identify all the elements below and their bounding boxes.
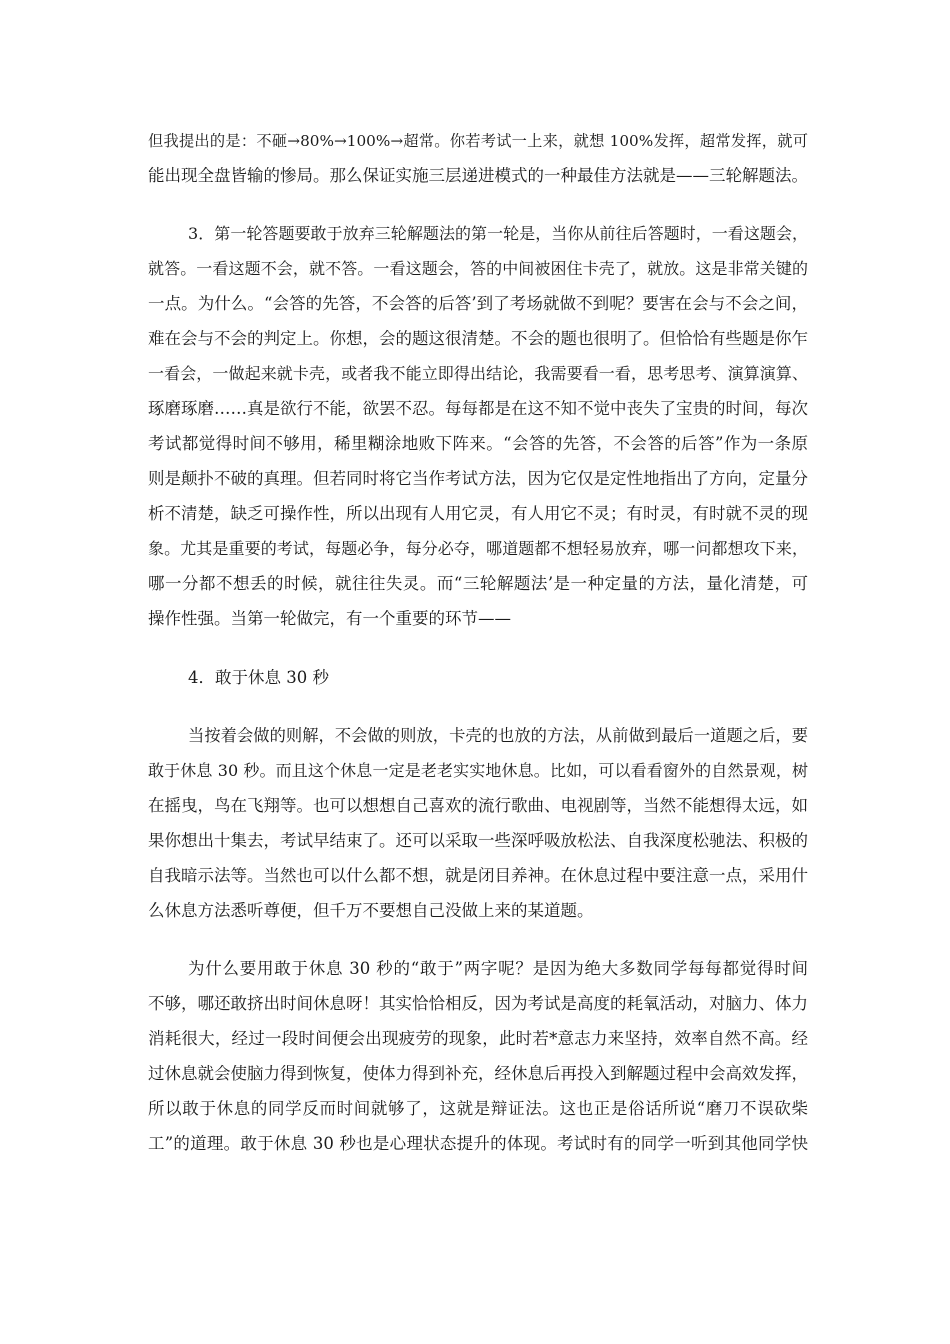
text-line: 难在会与不会的判定上。你想，会的题这很清楚。不会的题也很明了。但恰恰有些题是你乍 — [148, 329, 808, 348]
text-line: 为什么要用敢于休息 30 秒的“敢于”两字呢？是因为绝大多数同学每每都觉得时间 — [188, 959, 808, 978]
text-line: 象。尤其是重要的考试，每题必争，每分必夺，哪道题都不想轻易放弃，哪一问都想攻下来， — [148, 539, 808, 558]
text-line: 当按着会做的则解，不会做的则放，卡壳的也放的方法，从前做到最后一道题之后，要 — [188, 726, 808, 745]
text-line: 考试都觉得时间不够用，稀里糊涂地败下阵来。“会答的先答，不会答的后答”作为一条原 — [148, 434, 808, 453]
section-heading: 4．敢于休息 30 秒 — [188, 668, 329, 687]
text-line: 操作性强。当第一轮做完，有一个重要的环节—— — [148, 609, 511, 628]
text-line: 敢于休息 30 秒。而且这个休息一定是老老实实地休息。比如，可以看看窗外的自然景观，树 — [148, 761, 808, 780]
text-line: 琢磨琢磨……真是欲行不能，欲罢不忍。每每都是在这不知不觉中丧失了宝贵的时间，每次 — [148, 399, 808, 418]
text-line: 但我提出的是：不砸→80%→100%→超常。你若考试一上来，就想 100%发挥，超常发挥，就可 — [148, 132, 808, 150]
text-line: 能出现全盘皆输的惨局。那么保证实施三层递进模式的一种最佳方法就是——三轮解题法。 — [148, 166, 808, 185]
text-line: 3．第一轮答题要敢于放弃三轮解题法的第一轮是，当你从前往后答题时，一看这题会， — [188, 224, 808, 243]
text-line: 则是颠扑不破的真理。但若同时将它当作考试方法，因为它仅是定性地指出了方向，定量分 — [148, 469, 808, 488]
text-line: 哪一分都不想丢的时候，就往往失灵。而“三轮解题法’是一种定量的方法，量化清楚，可 — [148, 574, 808, 593]
text-line: 果你想出十集去，考试早结束了。还可以采取一些深呼吸放松法、自我深度松驰法、积极的 — [148, 831, 808, 850]
text-line: 一看会，一做起来就卡壳，或者我不能立即得出结论，我需要看一看，思考思考、演算演算、 — [148, 364, 808, 383]
text-line: 不够，哪还敢挤出时间休息呀！其实恰恰相反，因为考试是高度的耗氧活动，对脑力、体力 — [148, 994, 808, 1013]
text-line: 一点。为什么。“会答的先答，不会答的后答’到了考场就做不到呢？要害在会与不会之间， — [148, 294, 808, 313]
text-line: 在摇曳，鸟在飞翔等。也可以想想自己喜欢的流行歌曲、电视剧等，当然不能想得太远，如 — [148, 796, 808, 815]
text-line: 么休息方法悉听尊便，但千万不要想自己没做上来的某道题。 — [148, 901, 594, 920]
text-line: 就答。一看这题不会，就不答。一看这题会，答的中间被困住卡壳了，就放。这是非常关键的 — [148, 259, 808, 278]
text-line: 消耗很大，经过一段时间便会出现疲劳的现象，此时若*意志力来坚持，效率自然不高。经 — [148, 1029, 808, 1048]
text-line: 工”的道理。敢于休息 30 秒也是心理状态提升的体现。考试时有的同学一听到其他同学快 — [148, 1134, 808, 1153]
text-line: 自我暗示法等。当然也可以什么都不想，就是闭目养神。在休息过程中要注意一点，采用什 — [148, 866, 808, 885]
text-line: 析不清楚，缺乏可操作性，所以出现有人用它灵，有人用它不灵；有时灵，有时就不灵的现 — [148, 504, 808, 523]
text-line: 过休息就会使脑力得到恢复，使体力得到补充，经休息后再投入到解题过程中会高效发挥， — [148, 1064, 808, 1083]
text-line: 所以敢于休息的同学反而时间就够了，这就是辩证法。这也正是俗话所说“磨刀不误砍柴 — [148, 1099, 808, 1118]
